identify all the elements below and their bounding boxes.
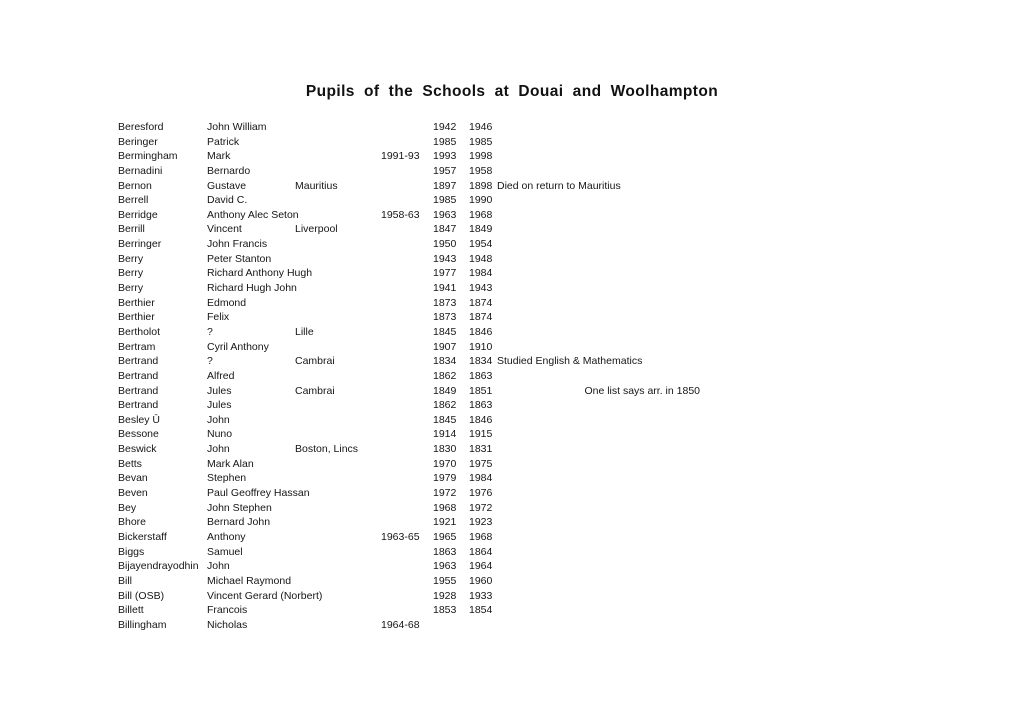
cell-year-to: 1874 [469,311,493,324]
cell-first-names: Jules [207,399,232,412]
table-row [0,472,1024,487]
table-row [0,546,1024,561]
cell-place: Mauritius [295,179,338,192]
cell-first-names: Nicholas [207,618,248,631]
cell-year-from: 1830 [433,443,457,456]
cell-surname: Bernon [118,179,152,192]
cell-year-to: 1863 [469,369,493,382]
cell-year-from: 1968 [433,501,457,514]
cell-year-to: 1874 [469,296,493,309]
cell-year-to: 1933 [469,589,493,602]
cell-surname: Bertrand [118,369,159,382]
cell-year-from: 1862 [433,399,457,412]
cell-first-names: John Francis [207,238,268,251]
table-row [0,604,1024,619]
cell-place: Cambrai [295,355,335,368]
cell-first-names: Samuel [207,545,243,558]
table-row [0,531,1024,546]
cell-first-names: Mark [207,150,231,163]
cell-year-to: 1968 [469,530,493,543]
cell-year-from: 1897 [433,179,457,192]
cell-surname: Biggs [118,545,145,558]
cell-surname: Berthier [118,311,155,324]
table-row [0,238,1024,253]
cell-year-from: 1993 [433,150,457,163]
cell-year-to: 1898 [469,179,493,192]
cell-first-names: John Stephen [207,501,272,514]
cell-surname: Bill [118,574,133,587]
cell-first-names: Stephen [207,472,247,485]
cell-year-from: 1963 [433,208,457,221]
cell-year-to: 1910 [469,340,493,353]
cell-year-from: 1834 [433,355,457,368]
cell-surname: Billett [118,604,144,617]
cell-year-from: 1914 [433,428,457,441]
cell-year-from: 1928 [433,589,457,602]
cell-surname: Berrill [118,223,145,236]
cell-surname: Bernadini [118,164,163,177]
cell-place: Cambrai [295,384,335,397]
cell-first-names: Paul Geoffrey Hassan [207,487,310,500]
table-row [0,180,1024,195]
cell-first-names: Vincent Gerard (Norbert) [207,589,323,602]
cell-surname: Beswick [118,443,157,456]
cell-year-from: 1863 [433,545,457,558]
table-row [0,165,1024,180]
table-row [0,560,1024,575]
cell-surname: Beringer [118,135,158,148]
cell-year-from: 1979 [433,472,457,485]
cell-year-to: 1960 [469,574,493,587]
table-row [0,121,1024,136]
cell-year-from: 1977 [433,267,457,280]
cell-first-names: Nuno [207,428,233,441]
cell-year-from: 1941 [433,282,457,295]
cell-first-names: Felix [207,311,230,324]
table-row [0,282,1024,297]
cell-year-from: 1907 [433,340,457,353]
table-row [0,428,1024,443]
table-row [0,502,1024,517]
cell-first-names: Edmond [207,296,247,309]
cell-surname: Berthier [118,296,155,309]
table-row [0,136,1024,151]
cell-note: Died on return to Mauritius [497,179,621,192]
cell-year-from: 1845 [433,325,457,338]
cell-year-to: 1846 [469,413,493,426]
table-row [0,458,1024,473]
table-row [0,590,1024,605]
cell-year-to: 1984 [469,472,493,485]
cell-year-to: 1998 [469,150,493,163]
cell-dates: 1991-93 [381,150,420,163]
cell-surname: Bijayendrayodhin [118,560,199,573]
cell-first-names: Anthony Alec Seton [207,208,299,221]
cell-first-names: Peter Stanton [207,252,272,265]
table-row [0,443,1024,458]
table-row [0,311,1024,326]
cell-year-to: 1864 [469,545,493,558]
cell-year-to: 1849 [469,223,493,236]
cell-year-to: 1831 [469,443,493,456]
cell-year-to: 1968 [469,208,493,221]
cell-dates: 1964-68 [381,618,420,631]
table-row [0,370,1024,385]
table-row [0,341,1024,356]
table-row [0,619,1024,634]
cell-surname: Betts [118,457,142,470]
cell-year-from: 1957 [433,164,457,177]
cell-year-from: 1942 [433,121,457,133]
cell-note-far: One list says arr. in 1850 [584,384,700,397]
cell-surname: Bey [118,501,137,514]
cell-year-from: 1849 [433,384,457,397]
table-row [0,399,1024,414]
cell-year-from: 1965 [433,530,457,543]
table-row [0,150,1024,165]
table-row [0,209,1024,224]
cell-year-to: 1948 [469,252,493,265]
cell-note: Studied English & Mathematics [497,355,643,368]
cell-year-to: 1923 [469,516,493,529]
cell-first-names: Alfred [207,369,235,382]
cell-surname: Bessone [118,428,159,441]
cell-surname: Bermingham [118,150,178,163]
cell-year-from: 1972 [433,487,457,500]
cell-surname: Berridge [118,208,158,221]
cell-year-to: 1954 [469,238,493,251]
cell-place: Lille [295,325,314,338]
cell-surname: Berry [118,267,144,280]
table-row [0,414,1024,429]
cell-year-to: 1984 [469,267,493,280]
cell-surname: Beresford [118,121,164,133]
cell-year-from: 1970 [433,457,457,470]
cell-year-from: 1845 [433,413,457,426]
cell-surname: Bhore [118,516,147,529]
cell-year-to: 1964 [469,560,493,573]
pupils-table [0,121,1024,633]
cell-surname: Berringer [118,238,162,251]
cell-year-to: 1972 [469,501,493,514]
cell-first-names: John William [207,121,267,133]
cell-first-names: Patrick [207,135,240,148]
cell-surname: Berry [118,282,144,295]
cell-year-to: 1943 [469,282,493,295]
cell-dates: 1958-63 [381,208,420,221]
cell-surname: Bickerstaff [118,530,167,543]
cell-place: Liverpool [295,223,338,236]
table-row [0,487,1024,502]
cell-year-from: 1862 [433,369,457,382]
cell-first-names: Mark Alan [207,457,254,470]
cell-year-to: 1976 [469,487,493,500]
table-row [0,223,1024,238]
cell-first-names: Jules [207,384,232,397]
cell-first-names: David C. [207,194,248,207]
cell-first-names: John [207,443,230,456]
cell-year-from: 1853 [433,604,457,617]
cell-first-names: Michael Raymond [207,574,292,587]
cell-year-to: 1846 [469,325,493,338]
cell-year-from: 1873 [433,311,457,324]
cell-year-to: 1854 [469,604,493,617]
cell-surname: Bertram [118,340,156,353]
cell-first-names: John [207,560,230,573]
cell-first-names: Gustave [207,179,247,192]
cell-year-from: 1921 [433,516,457,529]
cell-year-to: 1958 [469,164,493,177]
cell-surname: Besley Ū [118,413,161,426]
table-row [0,385,1024,400]
cell-first-names: Anthony [207,530,246,543]
cell-first-names: ? [207,355,213,368]
cell-first-names: ? [207,325,213,338]
cell-first-names: Richard Hugh John [207,282,297,295]
table-row [0,575,1024,590]
cell-first-names: John [207,413,230,426]
cell-year-to: 1975 [469,457,493,470]
cell-first-names: Bernard John [207,516,271,529]
cell-year-from: 1950 [433,238,457,251]
cell-first-names: Bernardo [207,164,251,177]
table-row [0,267,1024,282]
cell-first-names: Cyril Anthony [207,340,269,353]
cell-year-to: 1851 [469,384,493,397]
cell-year-from: 1943 [433,252,457,265]
cell-first-names: Richard Anthony Hugh [207,267,313,280]
cell-year-from: 1985 [433,135,457,148]
table-row [0,326,1024,341]
table-row [0,253,1024,268]
cell-year-to: 1990 [469,194,493,207]
cell-year-from: 1963 [433,560,457,573]
cell-year-from: 1847 [433,223,457,236]
cell-year-from: 1955 [433,574,457,587]
cell-surname: Berry [118,252,144,265]
table-row [0,297,1024,312]
cell-year-to: 1834 [469,355,493,368]
cell-surname: Bertholot [118,325,161,338]
page-title: Pupils of the Schools at Douai and Woolhampton [305,83,719,100]
cell-surname: Beven [118,487,148,500]
table-row [0,355,1024,370]
cell-year-from: 1985 [433,194,457,207]
cell-year-to: 1863 [469,399,493,412]
cell-surname: Bevan [118,472,148,485]
cell-surname: Bertrand [118,384,159,397]
cell-dates: 1963-65 [381,530,420,543]
cell-year-to: 1915 [469,428,493,441]
cell-place: Boston, Lincs [295,443,359,456]
cell-surname: Bertrand [118,355,159,368]
table-row [0,516,1024,531]
cell-surname: Bertrand [118,399,159,412]
cell-surname: Billingham [118,618,167,631]
cell-year-from: 1873 [433,296,457,309]
cell-surname: Bill (OSB) [118,589,165,602]
cell-year-to: 1946 [469,121,493,133]
cell-surname: Berrell [118,194,149,207]
cell-first-names: Vincent [207,223,242,236]
table-row [0,194,1024,209]
cell-year-to: 1985 [469,135,493,148]
cell-first-names: Francois [207,604,248,617]
